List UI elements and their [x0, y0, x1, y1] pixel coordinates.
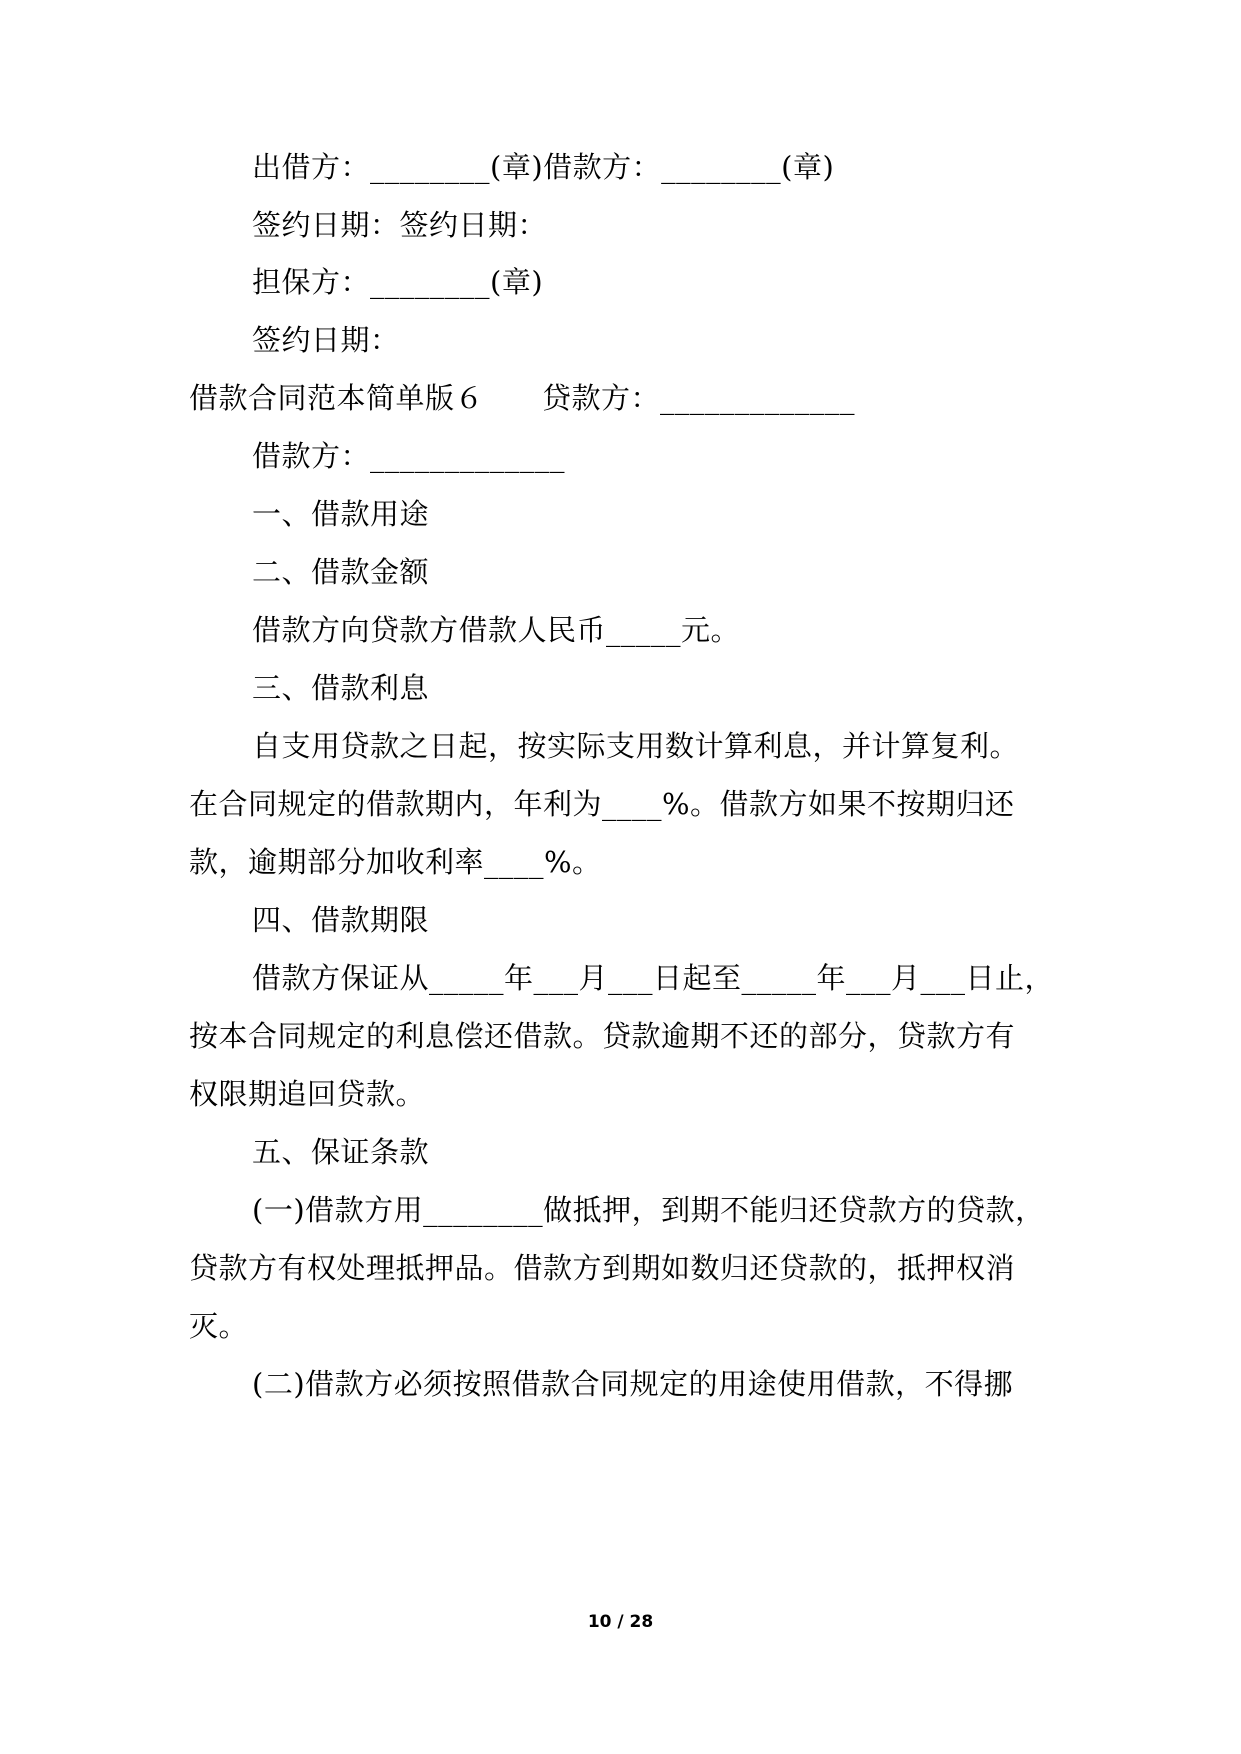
section-heading-amount: 二、借款金额: [252, 555, 430, 589]
guarantee-clause-1-line-3: 灭。: [189, 1309, 249, 1343]
section-heading-guarantee: 五、保证条款: [252, 1135, 430, 1169]
interest-paragraph-line-3: 款，逾期部分加收利率____%。: [189, 845, 602, 879]
contract-title: 借款合同范本简单版６: [189, 381, 485, 415]
term-paragraph-line-1: 借款方保证从_____年___月___日起至_____年___月___日止，: [252, 961, 1055, 995]
term-paragraph-line-3: 权限期追回贷款。: [189, 1077, 426, 1111]
section-heading-interest: 三、借款利息: [252, 671, 430, 705]
borrower-field: 借款方：_____________: [252, 439, 566, 473]
signing-date-line: 签约日期：签约日期：: [252, 208, 548, 242]
page-number: 10 / 28: [587, 1612, 654, 1632]
amount-paragraph: 借款方向贷款方借款人民币_____元。: [252, 613, 741, 647]
guarantee-clause-1-line-1: (一)借款方用________做抵押，到期不能归还贷款方的贷款，: [252, 1193, 1045, 1227]
guarantor-line: 担保方：________(章): [252, 265, 544, 299]
contract-heading: [189, 378, 855, 418]
lender-field: 贷款方：_____________: [542, 381, 856, 415]
section-heading-term: 四、借款期限: [252, 903, 430, 937]
interest-paragraph-line-1: 自支用贷款之日起，按实际支用数计算利息，并计算复利。: [252, 729, 1020, 763]
section-heading-purpose: 一、借款用途: [252, 497, 430, 531]
guarantor-date-line: 签约日期：: [252, 323, 400, 357]
guarantee-clause-1-line-2: 贷款方有权处理抵押品。借款方到期如数归还贷款的，抵押权消: [189, 1251, 1016, 1285]
guarantee-clause-2-line-1: (二)借款方必须按照借款合同规定的用途使用借款，不得挪: [252, 1367, 1014, 1401]
signature-line-lender-borrower: 出借方：________(章)借款方：________(章): [252, 150, 835, 184]
interest-paragraph-line-2: 在合同规定的借款期内，年利为____%。借款方如果不按期归还: [189, 787, 1015, 821]
term-paragraph-line-2: 按本合同规定的利息偿还借款。贷款逾期不还的部分，贷款方有: [189, 1019, 1016, 1053]
